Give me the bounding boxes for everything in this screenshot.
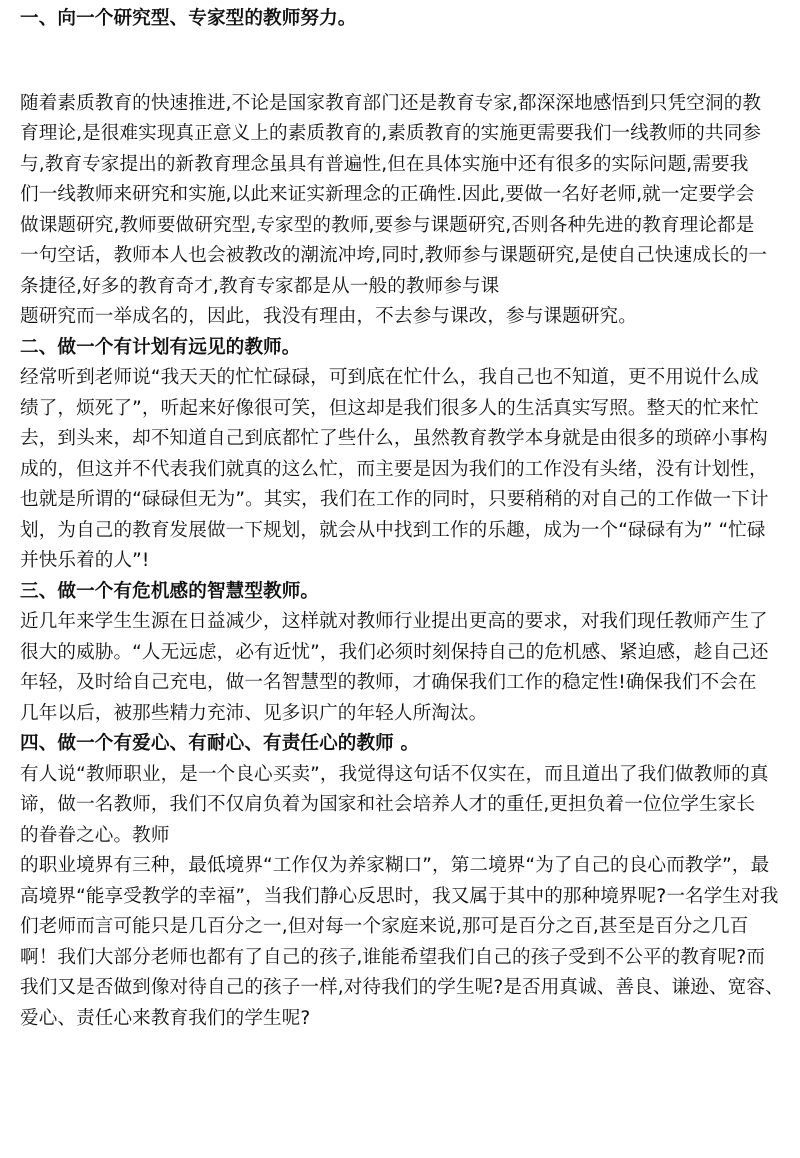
section-paragraph: [20, 607, 785, 729]
section-heading: 二、做一个有计划有远见的教师。: [20, 336, 301, 358]
paragraph-line: 的眷眷之心。教师: [20, 824, 170, 846]
paragraph-line: 爱心、责任心来教育我们的学生呢?: [20, 1007, 311, 1029]
paragraph-line: 年轻，及时给自己充电，做一名智慧型的教师，才确保我们工作的稳定性!确保我们不会在: [20, 672, 757, 693]
paragraph-line: 谛，做一名教师，我们不仅肩负着为国家和社会培养人才的重任,更担负着一位位学生家长: [20, 794, 756, 815]
paragraph-line: 随着素质教育的快速推进,不论是国家教育部门还是教育专家,都深深地感悟到只凭空洞的教: [20, 92, 762, 114]
section-heading: 一、向一个研究型、专家型的教师努力。: [20, 8, 357, 29]
paragraph-line: 几年以后，被那些精力充沛、见多识广的年轻人所淘汰。: [20, 702, 488, 724]
paragraph-line: 近几年来学生生源在日益减少，这样就对教师行业提出更高的要求，对我们现任教师产生了: [20, 611, 768, 632]
paragraph-line: 成的，但这并不代表我们就真的这么忙，而主要是因为我们的工作没有头绪，没有计划性，: [20, 458, 768, 480]
paragraph-line: 们老师而言可能只是几百分之一,但对每一个家庭来说,那可是百分之百,甚至是百分之几百: [20, 916, 749, 937]
blank-gap: [20, 35, 785, 89]
paragraph-line: 绩了，烦死了”，听起来好像很可笑，但这却是我们很多人的生活真实写照。整天的忙来忙: [20, 397, 759, 419]
paragraph-line: 很大的威胁。“人无远虑，必有近忧”，我们必须时刻保持自己的危机感、紧迫感，趁自己还: [20, 641, 769, 663]
paragraph-line: 去，到头来，却不知道自己到底都忙了些什么，虽然教育教学本身就是由很多的琐碎小事构: [20, 428, 768, 449]
paragraph-line: 我们又是否做到像对待自己的孩子一样,对待我们的学生呢?是否用真诚、善良、谦逊、宽容、: [20, 977, 784, 998]
paragraph-line: 育理论,是很难实现真正意义上的素质教育的,素质教育的实施更需要我们一线教师的共同参: [20, 123, 762, 144]
section-heading: 三、做一个有危机感的智慧型教师。: [20, 580, 320, 602]
paragraph-line: 的职业境界有三种，最低境界“工作仅为养家糊口”，第二境界“为了自己的良心而教学”，最: [20, 855, 770, 876]
paragraph-line: 题研究而一举成名的，因此，我没有理由，不去参与课改，参与课题研究。: [20, 306, 637, 327]
paragraph-line: 们一线教师来研究和实施,以此来证实新理念的正确性.因此,要做一名好老师,就一定要学会: [20, 184, 755, 205]
paragraph-line: 经常听到老师说“我天天的忙忙碌碌，可到底在忙什么，我自己也不知道，更不用说什么成: [20, 367, 759, 388]
section-paragraph: [20, 89, 785, 333]
document-body: [20, 4, 785, 1034]
section-paragraph: [20, 363, 785, 577]
paragraph-line: 做课题研究,教师要做研究型,专家型的教师,要参与课题研究,否则各种先进的教育理论都是: [20, 214, 755, 236]
paragraph-line: 条捷径,好多的教育奇才,教育专家都是从一般的教师参与课: [20, 275, 500, 297]
paragraph-line: 有人说“教师职业，是一个良心买卖”，我觉得这句话不仅实在，而且道出了我们做教师的真: [20, 763, 769, 785]
paragraph-line: 一句空话，教师本人也会被教改的潮流冲垮,同时,教师参与课题研究,是使自己快速成长的一: [20, 245, 768, 266]
paragraph-line: 与,教育专家提出的新教育理念虽具有普遍性,但在具体实施中还有很多的实际问题,需要我: [20, 153, 749, 175]
section-paragraph: [20, 760, 785, 1035]
paragraph-line: 啊！我们大部分老师也都有了自己的孩子,谁能希望我们自己的孩子受到不公平的教育呢?而: [20, 946, 766, 968]
paragraph-line: 也就是所谓的“碌碌但无为”。其实，我们在工作的同时，只要稍稍的对自己的工作做一下计: [20, 489, 769, 510]
section-heading: 四、做一个有爱心、有耐心、有责任心的教师 。: [20, 733, 420, 754]
paragraph-line: 划，为自己的教育发展做一下规划，就会从中找到工作的乐趣，成为一个“碌碌有为” “忙碌: [20, 519, 766, 541]
paragraph-line: 高境界“能享受教学的幸福”，当我们静心反思时，我又属于其中的那种境界呢?一名学生对我: [20, 885, 779, 907]
paragraph-line: 并快乐着的人”!: [20, 550, 150, 571]
